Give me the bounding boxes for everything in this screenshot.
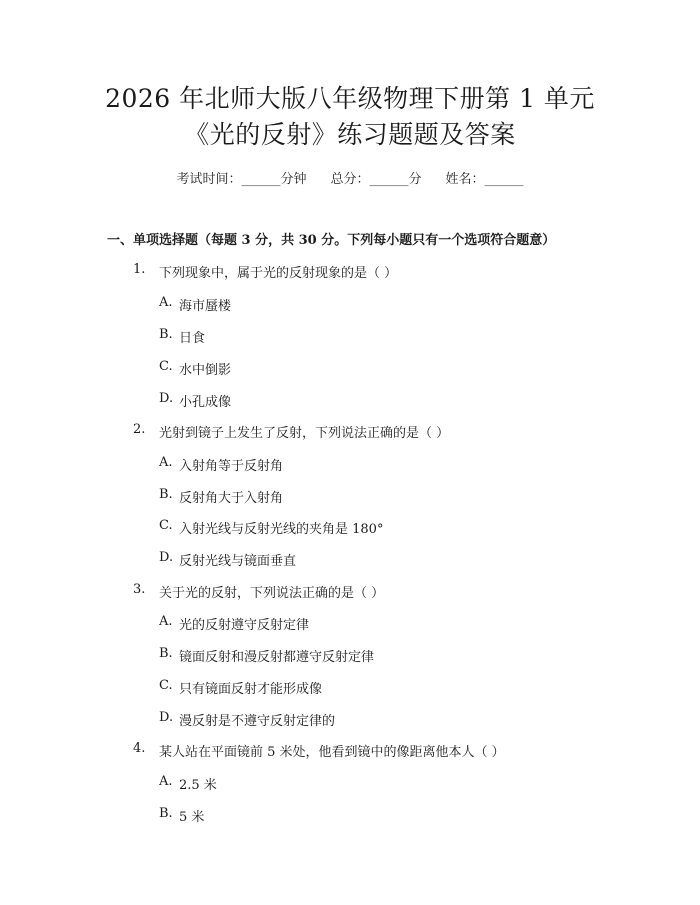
option-label: A. — [159, 614, 173, 629]
option-label: D. — [159, 391, 174, 406]
option-text: 反射角大于入射角 — [179, 491, 284, 506]
option-label: C. — [159, 518, 173, 533]
option-text: 镜面反射和漫反射都遵守反射定律 — [179, 650, 375, 665]
option-label: C. — [159, 359, 173, 374]
question-text: 某人站在平面镜前 5 米处，他看到镜中的像距离他本人（ ） — [159, 745, 505, 760]
option-text: 入射角等于反射角 — [179, 459, 284, 474]
exam-info — [0, 168, 700, 187]
question-number: 2. — [133, 422, 146, 437]
question-number: 4. — [133, 741, 146, 756]
option-label: B. — [159, 806, 173, 821]
document-title-line-2: 《光的反射》练习题题及答案 — [184, 120, 516, 149]
option-label: B. — [159, 327, 173, 342]
option-text: 水中倒影 — [179, 363, 232, 378]
exam-time-field: 考试时间：______分钟 — [176, 172, 307, 187]
option-label: D. — [159, 550, 174, 565]
option-text: 2.5 米 — [179, 778, 217, 793]
question-number: 3. — [133, 582, 146, 597]
option-text: 漫反射是不遵守反射定律的 — [179, 714, 336, 729]
option-label: A. — [159, 295, 173, 310]
option-label: D. — [159, 710, 174, 725]
option-text: 入射光线与反射光线的夹角是 180° — [179, 522, 384, 537]
option-label: A. — [159, 455, 173, 470]
option-text: 光的反射遵守反射定律 — [179, 618, 310, 633]
question-text: 关于光的反射，下列说法正确的是（ ） — [159, 586, 385, 601]
question-number: 1. — [133, 262, 146, 277]
option-label: B. — [159, 487, 173, 502]
option-text: 反射光线与镜面垂直 — [179, 554, 297, 569]
option-label: B. — [159, 646, 173, 661]
exam-name-field: 姓名：______ — [445, 172, 524, 187]
option-text: 5 米 — [179, 810, 205, 825]
option-text: 海市蜃楼 — [179, 299, 232, 314]
option-label: C. — [159, 678, 173, 693]
option-label: A. — [159, 774, 173, 789]
exam-score-field: 总分：______分 — [330, 172, 422, 187]
option-text: 小孔成像 — [179, 395, 232, 410]
document-title-line-1: 2026 年北师大版八年级物理下册第 1 单元 — [105, 84, 595, 113]
option-text: 日食 — [179, 331, 206, 346]
section-heading: 一、单项选择题（每题 3 分，共 30 分。下列每小题只有一个选项符合题意） — [107, 233, 556, 248]
option-text: 只有镜面反射才能形成像 — [179, 682, 323, 697]
question-text: 光射到镜子上发生了反射，下列说法正确的是（ ） — [159, 426, 450, 441]
question-text: 下列现象中，属于光的反射现象的是（ ） — [159, 266, 398, 281]
